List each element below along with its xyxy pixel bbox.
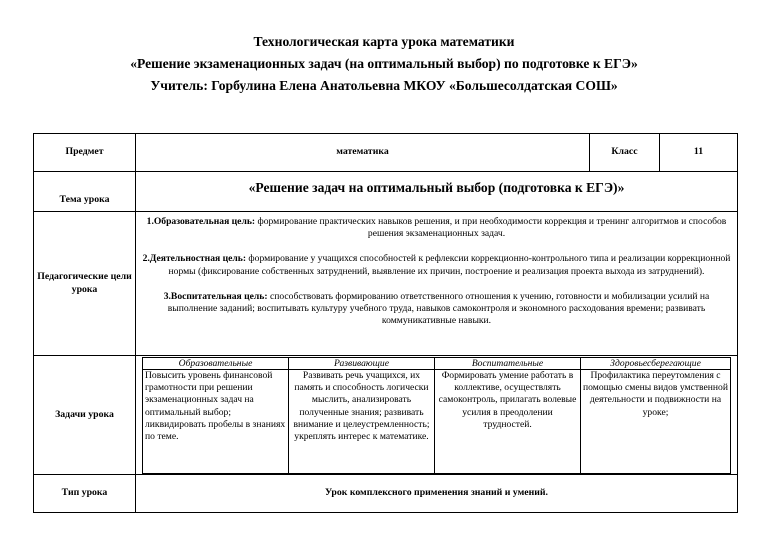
- task-educational: Повысить уровень финансовой грамотности при решении экзаменационных задач на оптимальный выбор; ликвидировать пробелы в знаниях по теме.: [143, 370, 289, 474]
- goal-text: формирование практических навыков решения, и при необходимости коррекция и тренинг алгоритмов и способов решения экзаменационных задач.: [255, 216, 727, 240]
- row-goals: [34, 212, 738, 356]
- row-type: [34, 475, 738, 513]
- type-label: Тип урока: [34, 475, 136, 513]
- topic-label: Тема урока: [34, 172, 136, 212]
- tasks-table: [142, 357, 731, 474]
- tasks-header-row: [143, 358, 731, 370]
- goals-cell: [136, 212, 738, 356]
- goal-educational: [142, 216, 731, 240]
- goal-title: 1.Образовательная цель:: [146, 216, 256, 227]
- task-upbringing: Формировать умение работать в коллективе, осуществлять самоконтроль, прилагать волевые усилия в преодолении трудностей.: [435, 370, 581, 474]
- goal-title: 3.Воспитательная цель:: [163, 290, 268, 302]
- type-value: Урок комплексного применения знаний и умений.: [136, 475, 738, 513]
- goal-activity: [142, 253, 731, 277]
- tasks-header: Развивающие: [289, 358, 435, 370]
- class-value: 11: [660, 134, 738, 172]
- tasks-body-row: [143, 370, 731, 474]
- header-teacher: Учитель: Горбулина Елена Анатольевна МКОУ «Большесолдатская СОШ»: [150, 78, 618, 93]
- row-tasks: [34, 356, 738, 475]
- tasks-header: Здоровьесберегающие: [581, 358, 731, 370]
- goal-title: 2.Деятельностная цель:: [142, 253, 247, 265]
- subject-label: Предмет: [34, 134, 136, 172]
- tasks-header: Образовательные: [143, 358, 289, 370]
- row-topic: [34, 172, 738, 212]
- header-lesson-name: «Решение экзаменационных задач (на оптимальный выбор) по подготовке к ЕГЭ»: [130, 56, 638, 71]
- goals-label: Педагогические цели урока: [34, 212, 136, 356]
- topic-value: «Решение задач на оптимальный выбор (подготовка к ЕГЭ)»: [136, 172, 738, 212]
- tasks-label: Задачи урока: [34, 356, 136, 475]
- goal-text: формирование у учащихся способностей к рефлексии коррекционно-контрольного типа и реализации коррекционной нормы (фиксирование собственных затруднений, выявление их причин, построение и реализация проекта выхода из затруднений).: [168, 253, 731, 277]
- task-health: Профилактика переутомления с помощью смены видов умственной деятельности и подвижности на уроке;: [581, 370, 731, 474]
- header-title: Технологическая карта урока математики: [253, 34, 515, 49]
- row-subject: [34, 134, 738, 172]
- class-label: Класс: [590, 134, 660, 172]
- subject-value: математика: [136, 134, 590, 172]
- tasks-cell: [136, 356, 738, 475]
- task-developing: Развивать речь учащихся, их память и способность логически мыслить, анализировать полученные знания; развивать внимание и целеустремленность; укреплять интерес к математике.: [289, 370, 435, 474]
- lesson-card-table: [33, 133, 738, 513]
- tasks-header: Воспитательные: [435, 358, 581, 370]
- goal-text: способствовать формированию ответственного отношения к учению, готовности и мобилизации усилий на выполнение заданий; воспитывать культуру учебного труда, навыков самоконтроля и экономного расходования времени; развивать коммуникативные навыки.: [167, 290, 710, 327]
- goal-upbringing: [142, 291, 731, 328]
- document-header: [0, 31, 768, 97]
